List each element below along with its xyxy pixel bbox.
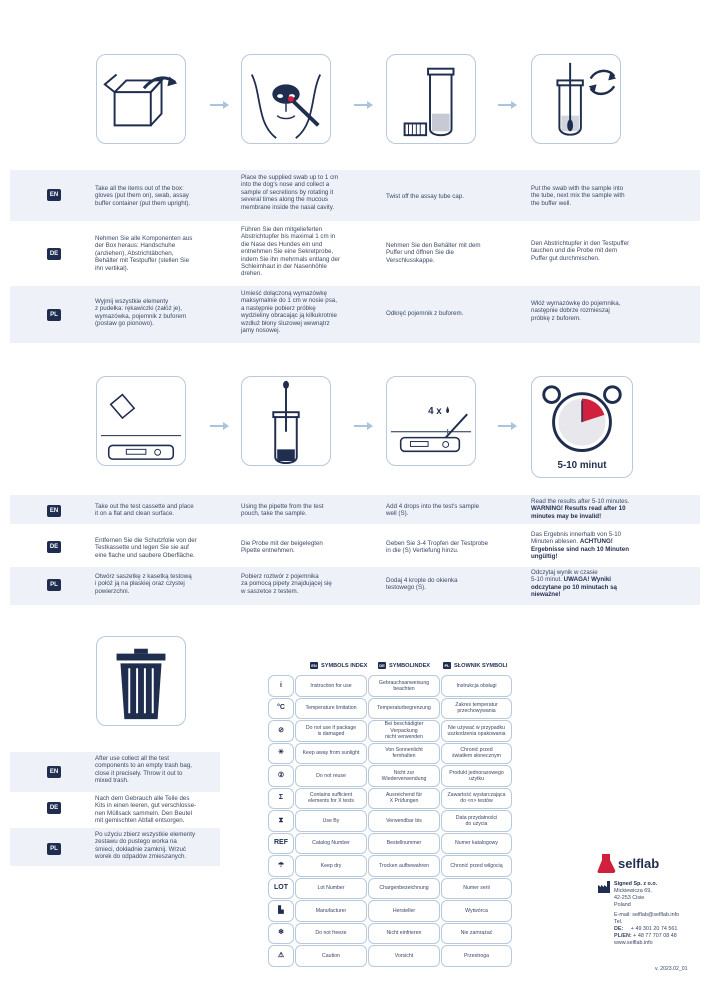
alarm-clock-icon bbox=[532, 377, 632, 477]
step3-de-text: Nehmen Sie den Behälter mit dem Puffer und öffnen Sie die Verschlusskappe. bbox=[386, 242, 481, 264]
step9-en-text: After use collect all the test components to an empty trash bag, close it precisely. Throw it out to mixed trash. bbox=[95, 755, 192, 785]
symbols-header-pl-label: SŁOWNIK SYMBOLI bbox=[454, 662, 508, 669]
no-reuse-icon: ② bbox=[268, 765, 294, 787]
step2-pl-text: Umieść dołączoną wymazówkę maksymalnie do 1 cm w nosie psa, a następnie pobierz próbkę wydzieliny obracając ją kilkukrotnie wzdłuż błony śluzowej wewnątrz jamy nosowej. bbox=[241, 290, 337, 335]
symbol-en-label: Manufacturer bbox=[295, 900, 367, 922]
symbol-row bbox=[268, 900, 512, 922]
step5-illustration bbox=[96, 376, 186, 466]
step3-pl-text: Odkręć pojemnik z buforem. bbox=[386, 310, 464, 317]
drops-count-label: 4 x bbox=[428, 406, 442, 418]
step7-en-text: Add 4 drops into the test's sample well (S). bbox=[386, 503, 480, 518]
symbol-en-label: Catalog Number bbox=[295, 833, 367, 855]
sunlight-icon: ☀ bbox=[268, 743, 294, 765]
symbol-row bbox=[268, 923, 512, 945]
symbols-header-de bbox=[378, 662, 430, 669]
symbol-row bbox=[268, 878, 512, 900]
step3-illustration bbox=[386, 54, 476, 144]
step8-pl-text-normal: Odczytaj wynik w czasie 5-10 minut. bbox=[531, 569, 598, 584]
symbol-en-label: Do not reuse bbox=[295, 765, 367, 787]
symbol-pl-label: Zakres temperatur przechowywania bbox=[441, 698, 512, 720]
thermometer-icon: °C bbox=[268, 698, 294, 720]
step1-en-text: Take all the items out of the box: gloves (put them on), swab, assay buffer container (put them upright). bbox=[95, 185, 191, 207]
symbol-pl-label: Nie używać w przypadku uszkodzenia opakowania bbox=[441, 720, 512, 742]
symbol-en-label: Contains sufficient elements for X tests bbox=[295, 788, 367, 810]
lang-badge-pl: PL bbox=[47, 579, 61, 591]
symbol-de-label: Nicht einfrieren bbox=[368, 923, 440, 945]
symbol-row bbox=[268, 765, 512, 787]
step6-de-text: Die Probe mit der beigelegten Pipette entnehmen. bbox=[241, 540, 323, 555]
lang-badge-de: DE bbox=[47, 248, 61, 260]
symbol-row bbox=[268, 675, 512, 697]
step1-de-text: Nehmen Sie alle Komponenten aus der Box heraus: Handschuhe (anziehen), Abstrichtäbchen, Behälter mit Testpuffer (stellen Sie ihn vertikal). bbox=[95, 235, 193, 272]
symbol-row bbox=[268, 855, 512, 877]
symbol-de-label: Ausreichend für X Prüfungen bbox=[368, 788, 440, 810]
step1-pl-text: Wyjmij wszystkie elementy z pudełka: rękawiczki (załóż je), wymazówka, pojemnik z buforem (postaw go pionowo). bbox=[95, 298, 187, 328]
symbols-header-de-label: SYMBOLINDEX bbox=[389, 662, 431, 669]
lang-badge-pl: PL bbox=[47, 843, 61, 855]
symbols-header-de-badge: DE bbox=[379, 663, 385, 668]
step5-en-text: Take out the test cassette and place it on a flat and clean surface. bbox=[95, 503, 194, 518]
symbol-en-label: Instruction for use bbox=[295, 675, 367, 697]
lang-badge-en: EN bbox=[47, 505, 61, 517]
symbol-pl-label: Zawartość wystarczająca do <n> testów bbox=[441, 788, 512, 810]
step9-pl-text: Po użyciu zbierz wszystkie elementy zestawu do pustego worka na śmieci, dokładnie zamknij. Wrzuć worek do odpadów zmieszanych. bbox=[95, 831, 196, 861]
symbol-de-label: Trocken aufbewahren bbox=[368, 855, 440, 877]
symbol-pl-label: Numer katalogowy bbox=[441, 833, 512, 855]
add-drops-icon bbox=[387, 377, 475, 465]
trash-can-icon bbox=[97, 637, 185, 725]
symbol-row bbox=[268, 788, 512, 810]
step-arrow-icon bbox=[498, 418, 518, 428]
step5-de-text: Entfernen Sie die Schutzfolie von der Testkassette und legen Sie sie auf eine flache und saubere Oberfläche. bbox=[95, 537, 197, 559]
symbols-header-pl-badge: PL bbox=[444, 663, 450, 668]
symbol-en-label: Do not freeze bbox=[295, 923, 367, 945]
symbol-row bbox=[268, 698, 512, 720]
step2-illustration bbox=[241, 54, 331, 144]
symbol-de-label: Bei beschädigter Verpackung nicht verwenden bbox=[368, 720, 440, 742]
lang-badge-en: EN bbox=[47, 189, 61, 201]
step6-pl-text: Pobierz roztwór z pojemnika za pomocą pipety znajdującej się w saszetce z testem. bbox=[241, 573, 332, 595]
symbol-en-label: Caution bbox=[295, 945, 367, 967]
step-arrow-icon bbox=[210, 418, 230, 428]
symbol-en-label: Lot Number bbox=[295, 878, 367, 900]
factory-icon bbox=[598, 880, 610, 892]
step6-illustration bbox=[241, 376, 331, 466]
step3-en-text: Twist off the assay tube cap. bbox=[386, 193, 464, 200]
lang-badge-en: EN bbox=[47, 766, 61, 778]
selflab-logo bbox=[596, 852, 666, 874]
symbol-row bbox=[268, 810, 512, 832]
symbol-de-label: Nicht zur Wiederverwendung bbox=[368, 765, 440, 787]
ref-icon: REF bbox=[268, 833, 294, 855]
symbols-table bbox=[268, 675, 512, 968]
caution-icon: ⚠ bbox=[268, 945, 294, 967]
step8-pl-text bbox=[531, 569, 617, 599]
symbol-pl-label: Numer serii bbox=[441, 878, 512, 900]
step8-de-warning: ACHTUNG! Ergebnisse sind nach 10 Minuten ungültig! bbox=[531, 538, 629, 561]
symbol-row bbox=[268, 833, 512, 855]
step7-illustration bbox=[386, 376, 476, 466]
symbol-en-label: Do not use if package is damaged bbox=[295, 720, 367, 742]
test-cassette-icon bbox=[97, 377, 185, 465]
symbol-de-label: Von Sonnenlicht fernhalten bbox=[368, 743, 440, 765]
symbol-pl-label: Chronić przed światłem słonecznym bbox=[441, 743, 512, 765]
step4-pl-text: Włóż wymazówkę do pojemnika, następnie dobrze rozmieszaj próbkę z buforem. bbox=[531, 300, 621, 322]
symbol-de-label: Vorsicht bbox=[368, 945, 440, 967]
lang-badge-de: DE bbox=[47, 802, 61, 814]
step5-pl-text: Otwórz saszetkę z kasetką testową i połóż ją na płaskiej oraz czystej powierzchni. bbox=[95, 573, 192, 595]
step1-illustration bbox=[96, 54, 186, 144]
symbol-pl-label: Chronić przed wilgocią bbox=[441, 855, 512, 877]
damaged-package-icon: ⊘ bbox=[268, 720, 294, 742]
step4-de-text: Den Abstrichtupfer in den Testpuffer tauchen und die Probe mit dem Puffer gut durchmischen. bbox=[531, 240, 630, 262]
company-phone-de bbox=[614, 926, 677, 933]
factory-icon: ▙ bbox=[268, 900, 294, 922]
open-box-icon bbox=[97, 55, 185, 143]
step8-en-text-normal: Read the results after 5-10 minutes. bbox=[531, 498, 630, 505]
step-arrow-icon bbox=[210, 97, 230, 107]
step8-illustration bbox=[531, 376, 633, 478]
tube-cap-icon bbox=[387, 55, 475, 143]
timer-label: 5-10 minut bbox=[557, 460, 607, 472]
symbol-de-label: Temperaturbegrenzung bbox=[368, 698, 440, 720]
symbol-pl-label: Instrukcja obsługi bbox=[441, 675, 512, 697]
symbol-row bbox=[268, 945, 512, 967]
step-arrow-icon bbox=[354, 418, 374, 428]
flask-icon bbox=[598, 854, 616, 873]
company-website[interactable]: www.selflab.info bbox=[614, 940, 653, 946]
symbol-de-label: Verwendbar bis bbox=[368, 810, 440, 832]
hourglass-icon: ⧗ bbox=[268, 810, 294, 832]
company-addr1: Mickiewicza 69, bbox=[614, 888, 652, 894]
step4-en-text: Put the swab with the sample into the tube, next mix the sample with the buffer well. bbox=[531, 185, 625, 207]
step7-pl-text: Dodaj 4 krople do okienka testowego (S). bbox=[386, 577, 458, 592]
lot-icon: LOT bbox=[268, 878, 294, 900]
step8-de-text bbox=[531, 531, 629, 561]
symbols-header-en-badge: EN bbox=[311, 663, 317, 668]
step7-de-text: Geben Sie 3-4 Tropfen der Testprobe in die (S) Vertiefung hinzu. bbox=[386, 540, 489, 555]
symbols-header-pl bbox=[443, 662, 507, 669]
step8-pl-warning: UWAGA! Wyniki odczytane po 10 minutach są nieważne! bbox=[531, 576, 617, 599]
symbol-pl-label: Produkt jednorazowego użytku bbox=[441, 765, 512, 787]
company-phone-plen-label: PL/EN: bbox=[614, 933, 632, 939]
symbol-row bbox=[268, 743, 512, 765]
lang-badge-de: DE bbox=[47, 541, 61, 553]
company-phone-de-number: + 49 301 20 74 561 bbox=[630, 926, 678, 932]
company-phone-plen-number: + 48 77 707 08 48 bbox=[633, 933, 677, 939]
symbol-en-label: Keep away from sunlight bbox=[295, 743, 367, 765]
symbol-en-label: Temperature limitation bbox=[295, 698, 367, 720]
symbols-header-en bbox=[310, 662, 367, 669]
no-freeze-icon: ❄ bbox=[268, 923, 294, 945]
step9-illustration bbox=[96, 636, 186, 726]
company-name: Signed Sp. z o.o. bbox=[614, 881, 658, 887]
version-label: v. 2023.02_01 bbox=[655, 966, 688, 972]
symbol-de-label: Hersteller bbox=[368, 900, 440, 922]
logo-text: selflab bbox=[618, 856, 660, 871]
step2-de-text: Führen Sie den mitgelieferten Abstrichtupfer bis maximal 1 cm in die Nase des Hundes ein und entnehmen Sie eine Sekretprobe, indem Sie ihn mehrmals entlang der Schleimhaut in der Nasenhöhle drehen. bbox=[241, 226, 341, 278]
step6-en-text: Using the pipette from the test pouch, take the sample. bbox=[241, 503, 324, 518]
symbol-pl-label: Przestroga bbox=[441, 945, 512, 967]
step-arrow-icon bbox=[354, 97, 374, 107]
step9-de-text: Nach dem Gebrauch alle Teile des Kits in einen leeren, gut verschlosse- nen Müllsack sammeln. Den Beutel mit gemischten Abfall entsorgen. bbox=[95, 795, 197, 825]
step2-en-text: Place the supplied swab up to 1 cm into the dog's nose and collect a sample of secretions by rotating it several times along the mucous membrane inside the nasal cavity. bbox=[241, 174, 339, 211]
symbol-pl-label: Wytwórca bbox=[441, 900, 512, 922]
company-phone-de-label: DE: bbox=[614, 926, 624, 932]
step8-en-text bbox=[531, 498, 629, 520]
step-arrow-icon bbox=[498, 97, 518, 107]
symbol-de-label: Chargenbezeichnung bbox=[368, 878, 440, 900]
step8-en-warning: WARNING! Results read after 10 minutes may be invalid! bbox=[531, 505, 626, 520]
book-info-icon: i bbox=[268, 675, 294, 697]
swab-in-tube-icon bbox=[532, 55, 620, 143]
symbol-de-label: Gebrauchsanweisung beachten bbox=[368, 675, 440, 697]
company-email: E-mail: selflab@selflab.info bbox=[614, 912, 680, 918]
dog-nose-swab-icon bbox=[242, 55, 330, 143]
pipette-in-tube-icon bbox=[242, 377, 330, 465]
symbol-en-label: Keep dry bbox=[295, 855, 367, 877]
symbol-de-label: Bestellnummer bbox=[368, 833, 440, 855]
symbol-row bbox=[268, 720, 512, 742]
company-phone-plen bbox=[614, 933, 677, 940]
company-addr2: 42-253 Cisie bbox=[614, 895, 645, 901]
step4-illustration bbox=[531, 54, 621, 144]
symbol-pl-label: Data przydatności do użycia bbox=[441, 810, 512, 832]
symbols-header-en-label: SYMBOLS INDEX bbox=[321, 662, 368, 669]
company-country: Poland bbox=[614, 902, 631, 908]
step8-de-text-normal: Das Ergebnis innerhalb von 5-10 Minuten ablesen. bbox=[531, 531, 622, 546]
lang-badge-pl: PL bbox=[47, 309, 61, 321]
sufficient-tests-icon: Σ bbox=[268, 788, 294, 810]
umbrella-icon: ☂ bbox=[268, 855, 294, 877]
symbol-en-label: Use By bbox=[295, 810, 367, 832]
symbol-pl-label: Nie zamrażać bbox=[441, 923, 512, 945]
company-tel: Tel. bbox=[614, 919, 623, 925]
